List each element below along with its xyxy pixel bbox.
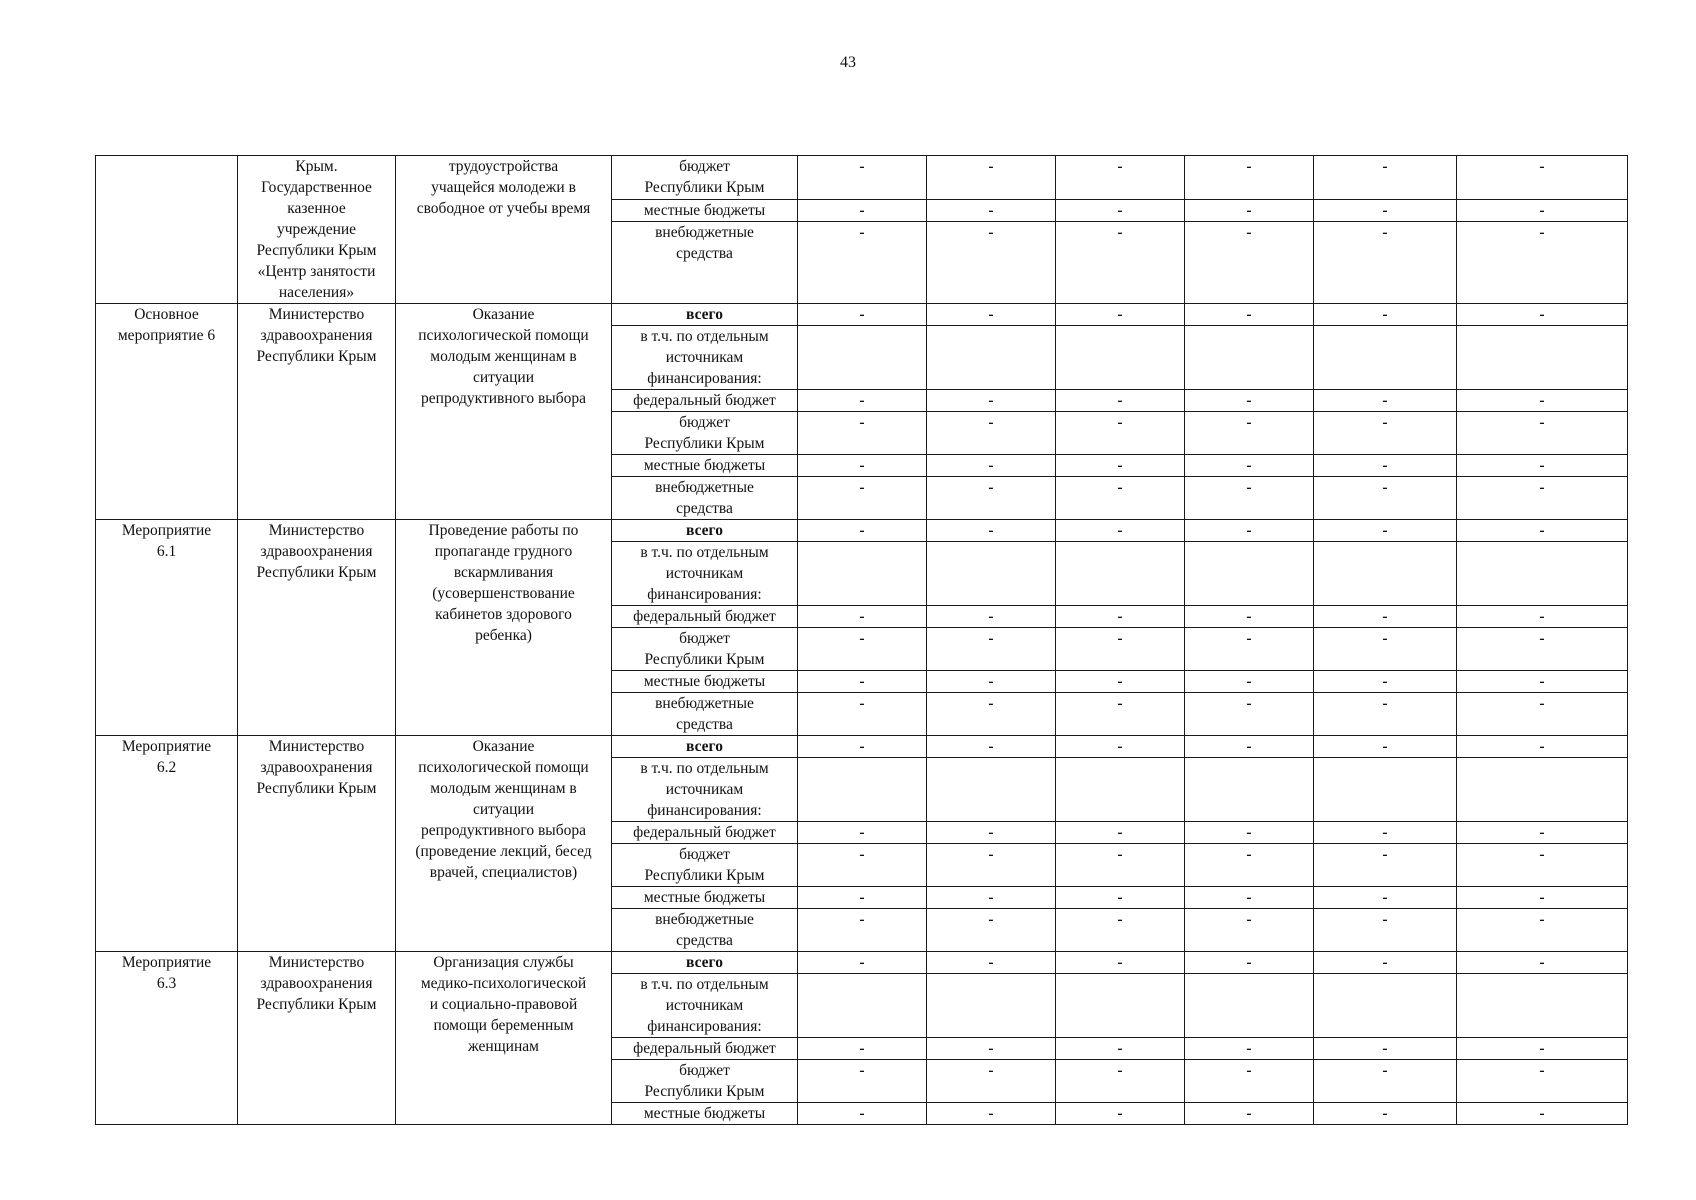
table-row — [96, 736, 1628, 758]
funding-source-cell: местные бюджеты — [612, 671, 798, 693]
funding-source-cell: бюджет Республики Крым — [612, 1060, 798, 1103]
value-cell: - — [1314, 156, 1457, 200]
funding-source-cell: внебюджетные средства — [612, 909, 798, 952]
table-row — [96, 304, 1628, 326]
funding-source-cell: внебюджетные средства — [612, 693, 798, 736]
value-cell — [1185, 974, 1314, 1038]
value-cell: - — [1185, 1038, 1314, 1060]
value-cell: - — [1056, 390, 1185, 412]
value-cell: - — [1457, 455, 1628, 477]
value-cell: - — [1457, 1038, 1628, 1060]
value-cell: - — [927, 693, 1056, 736]
value-cell: - — [798, 606, 927, 628]
value-cell: - — [798, 412, 927, 455]
activity-code-cell: Мероприятие 6.1 — [96, 520, 238, 736]
value-cell: - — [927, 1060, 1056, 1103]
value-cell: - — [927, 156, 1056, 200]
funding-source-cell: в т.ч. по отдельным источникам финансирования: — [612, 542, 798, 606]
value-cell — [1185, 326, 1314, 390]
value-cell: - — [798, 887, 927, 909]
funding-table-body — [96, 156, 1628, 1125]
value-cell: - — [1056, 221, 1185, 303]
funding-source-cell: местные бюджеты — [612, 455, 798, 477]
value-cell — [927, 758, 1056, 822]
value-cell: - — [1314, 221, 1457, 303]
value-cell: - — [1457, 887, 1628, 909]
value-cell — [1056, 974, 1185, 1038]
value-cell — [1185, 758, 1314, 822]
value-cell: - — [1185, 199, 1314, 221]
value-cell: - — [1185, 671, 1314, 693]
executor-cell: Министерство здравоохранения Республики Крым — [238, 304, 396, 520]
value-cell: - — [1056, 671, 1185, 693]
value-cell: - — [1314, 1038, 1457, 1060]
funding-source-cell: в т.ч. по отдельным источникам финансирования: — [612, 974, 798, 1038]
value-cell: - — [927, 952, 1056, 974]
value-cell — [927, 326, 1056, 390]
funding-source-cell: всего — [612, 520, 798, 542]
value-cell: - — [1457, 412, 1628, 455]
value-cell — [1314, 542, 1457, 606]
value-cell: - — [1185, 606, 1314, 628]
value-cell: - — [798, 390, 927, 412]
value-cell: - — [1056, 304, 1185, 326]
value-cell: - — [1056, 628, 1185, 671]
value-cell: - — [927, 520, 1056, 542]
value-cell: - — [927, 887, 1056, 909]
activity-description-cell: Организация службы медико-психологической и социально-правовой помощи беременным женщинам — [396, 952, 612, 1125]
funding-source-cell: бюджет Республики Крым — [612, 412, 798, 455]
value-cell: - — [927, 1103, 1056, 1125]
funding-table — [95, 155, 1628, 1125]
value-cell: - — [1457, 736, 1628, 758]
executor-cell: Министерство здравоохранения Республики Крым — [238, 520, 396, 736]
value-cell — [1457, 326, 1628, 390]
value-cell: - — [1457, 628, 1628, 671]
funding-source-cell: в т.ч. по отдельным источникам финансирования: — [612, 326, 798, 390]
activity-description-cell: Проведение работы по пропаганде грудного вскармливания (усовершенствование кабинетов здорового ребенка) — [396, 520, 612, 736]
value-cell: - — [927, 822, 1056, 844]
value-cell: - — [1185, 304, 1314, 326]
value-cell: - — [1185, 887, 1314, 909]
value-cell: - — [1314, 822, 1457, 844]
value-cell: - — [1314, 455, 1457, 477]
value-cell: - — [1185, 736, 1314, 758]
value-cell: - — [1185, 221, 1314, 303]
value-cell: - — [1314, 693, 1457, 736]
value-cell: - — [927, 606, 1056, 628]
funding-source-cell: федеральный бюджет — [612, 822, 798, 844]
value-cell: - — [1457, 1060, 1628, 1103]
value-cell: - — [927, 221, 1056, 303]
value-cell: - — [798, 199, 927, 221]
value-cell: - — [927, 736, 1056, 758]
value-cell: - — [798, 455, 927, 477]
value-cell: - — [1314, 477, 1457, 520]
value-cell: - — [927, 909, 1056, 952]
value-cell: - — [1056, 455, 1185, 477]
value-cell: - — [798, 822, 927, 844]
value-cell: - — [1185, 1060, 1314, 1103]
value-cell: - — [1457, 952, 1628, 974]
value-cell: - — [798, 952, 927, 974]
activity-description-cell: Оказание психологической помощи молодым женщинам в ситуации репродуктивного выбора (проведение лекций, бесед врачей, специалистов) — [396, 736, 612, 952]
value-cell: - — [1457, 520, 1628, 542]
value-cell: - — [1056, 156, 1185, 200]
activity-code-cell: Мероприятие 6.2 — [96, 736, 238, 952]
value-cell: - — [1056, 199, 1185, 221]
value-cell: - — [927, 455, 1056, 477]
funding-source-cell: в т.ч. по отдельным источникам финансирования: — [612, 758, 798, 822]
value-cell: - — [1185, 455, 1314, 477]
value-cell: - — [798, 221, 927, 303]
funding-source-cell: местные бюджеты — [612, 1103, 798, 1125]
value-cell: - — [798, 671, 927, 693]
value-cell: - — [927, 844, 1056, 887]
value-cell: - — [1056, 477, 1185, 520]
value-cell: - — [1314, 412, 1457, 455]
value-cell: - — [798, 628, 927, 671]
value-cell: - — [1056, 887, 1185, 909]
value-cell — [1457, 758, 1628, 822]
value-cell — [1314, 326, 1457, 390]
value-cell: - — [1314, 199, 1457, 221]
funding-source-cell: бюджет Республики Крым — [612, 156, 798, 200]
executor-cell: Крым. Государственное казенное учреждение Республики Крым «Центр занятости населения» — [238, 156, 396, 304]
value-cell: - — [798, 304, 927, 326]
value-cell: - — [927, 477, 1056, 520]
value-cell: - — [798, 156, 927, 200]
value-cell — [927, 974, 1056, 1038]
value-cell — [1056, 326, 1185, 390]
value-cell: - — [1056, 1060, 1185, 1103]
value-cell: - — [1185, 628, 1314, 671]
value-cell: - — [927, 628, 1056, 671]
value-cell: - — [1185, 693, 1314, 736]
value-cell: - — [927, 199, 1056, 221]
value-cell: - — [1457, 477, 1628, 520]
value-cell: - — [927, 412, 1056, 455]
value-cell: - — [1457, 156, 1628, 200]
value-cell: - — [798, 1060, 927, 1103]
value-cell: - — [1457, 221, 1628, 303]
page-number: 43 — [840, 54, 856, 71]
value-cell: - — [1457, 199, 1628, 221]
funding-source-cell: всего — [612, 952, 798, 974]
value-cell: - — [1314, 909, 1457, 952]
executor-cell: Министерство здравоохранения Республики Крым — [238, 952, 396, 1125]
value-cell — [798, 974, 927, 1038]
value-cell: - — [1314, 887, 1457, 909]
funding-source-cell: местные бюджеты — [612, 199, 798, 221]
funding-source-cell: федеральный бюджет — [612, 1038, 798, 1060]
table-row — [96, 520, 1628, 542]
value-cell: - — [927, 1038, 1056, 1060]
value-cell: - — [1457, 909, 1628, 952]
value-cell: - — [1185, 1103, 1314, 1125]
executor-cell: Министерство здравоохранения Республики Крым — [238, 736, 396, 952]
value-cell — [927, 542, 1056, 606]
value-cell — [798, 542, 927, 606]
activity-description-cell: трудоустройства учащейся молодежи в свободное от учебы время — [396, 156, 612, 304]
value-cell: - — [1185, 477, 1314, 520]
value-cell: - — [1056, 520, 1185, 542]
value-cell: - — [1314, 304, 1457, 326]
value-cell — [1457, 542, 1628, 606]
value-cell — [1457, 974, 1628, 1038]
value-cell: - — [1056, 412, 1185, 455]
value-cell — [798, 758, 927, 822]
funding-source-cell: внебюджетные средства — [612, 221, 798, 303]
value-cell — [1056, 542, 1185, 606]
value-cell: - — [1185, 156, 1314, 200]
value-cell: - — [1314, 671, 1457, 693]
value-cell: - — [1457, 693, 1628, 736]
value-cell: - — [1056, 736, 1185, 758]
value-cell: - — [798, 520, 927, 542]
value-cell: - — [798, 909, 927, 952]
value-cell: - — [927, 304, 1056, 326]
value-cell: - — [798, 844, 927, 887]
activity-code-cell: Мероприятие 6.3 — [96, 952, 238, 1125]
value-cell: - — [1457, 822, 1628, 844]
value-cell: - — [1314, 628, 1457, 671]
value-cell: - — [798, 1038, 927, 1060]
value-cell: - — [1185, 909, 1314, 952]
value-cell: - — [927, 390, 1056, 412]
funding-source-cell: федеральный бюджет — [612, 390, 798, 412]
value-cell: - — [1457, 1103, 1628, 1125]
value-cell: - — [1185, 844, 1314, 887]
value-cell: - — [798, 736, 927, 758]
value-cell: - — [1185, 390, 1314, 412]
value-cell: - — [1457, 606, 1628, 628]
value-cell: - — [1056, 1038, 1185, 1060]
funding-source-cell: федеральный бюджет — [612, 606, 798, 628]
value-cell: - — [1185, 952, 1314, 974]
value-cell: - — [927, 671, 1056, 693]
value-cell: - — [1056, 822, 1185, 844]
value-cell: - — [1314, 736, 1457, 758]
value-cell: - — [1185, 520, 1314, 542]
value-cell: - — [1314, 1103, 1457, 1125]
value-cell: - — [1457, 304, 1628, 326]
value-cell: - — [798, 1103, 927, 1125]
value-cell: - — [1314, 844, 1457, 887]
activity-code-cell — [96, 156, 238, 304]
value-cell: - — [1056, 606, 1185, 628]
value-cell — [1185, 542, 1314, 606]
value-cell: - — [798, 693, 927, 736]
value-cell: - — [1314, 952, 1457, 974]
value-cell: - — [1457, 671, 1628, 693]
table-row — [96, 952, 1628, 974]
value-cell: - — [1185, 412, 1314, 455]
activity-description-cell: Оказание психологической помощи молодым женщинам в ситуации репродуктивного выбора — [396, 304, 612, 520]
value-cell — [1314, 974, 1457, 1038]
value-cell: - — [1314, 1060, 1457, 1103]
value-cell: - — [1314, 606, 1457, 628]
value-cell: - — [1056, 844, 1185, 887]
value-cell: - — [1056, 952, 1185, 974]
value-cell — [798, 326, 927, 390]
activity-code-cell: Основное мероприятие 6 — [96, 304, 238, 520]
value-cell: - — [1185, 822, 1314, 844]
value-cell: - — [1314, 390, 1457, 412]
value-cell: - — [1457, 390, 1628, 412]
value-cell: - — [798, 477, 927, 520]
value-cell: - — [1056, 1103, 1185, 1125]
table-row — [96, 156, 1628, 200]
value-cell: - — [1314, 520, 1457, 542]
value-cell: - — [1457, 844, 1628, 887]
value-cell — [1314, 758, 1457, 822]
funding-source-cell: бюджет Республики Крым — [612, 628, 798, 671]
funding-source-cell: внебюджетные средства — [612, 477, 798, 520]
funding-source-cell: местные бюджеты — [612, 887, 798, 909]
funding-source-cell: всего — [612, 304, 798, 326]
funding-source-cell: всего — [612, 736, 798, 758]
value-cell: - — [1056, 909, 1185, 952]
value-cell — [1056, 758, 1185, 822]
funding-source-cell: бюджет Республики Крым — [612, 844, 798, 887]
value-cell: - — [1056, 693, 1185, 736]
